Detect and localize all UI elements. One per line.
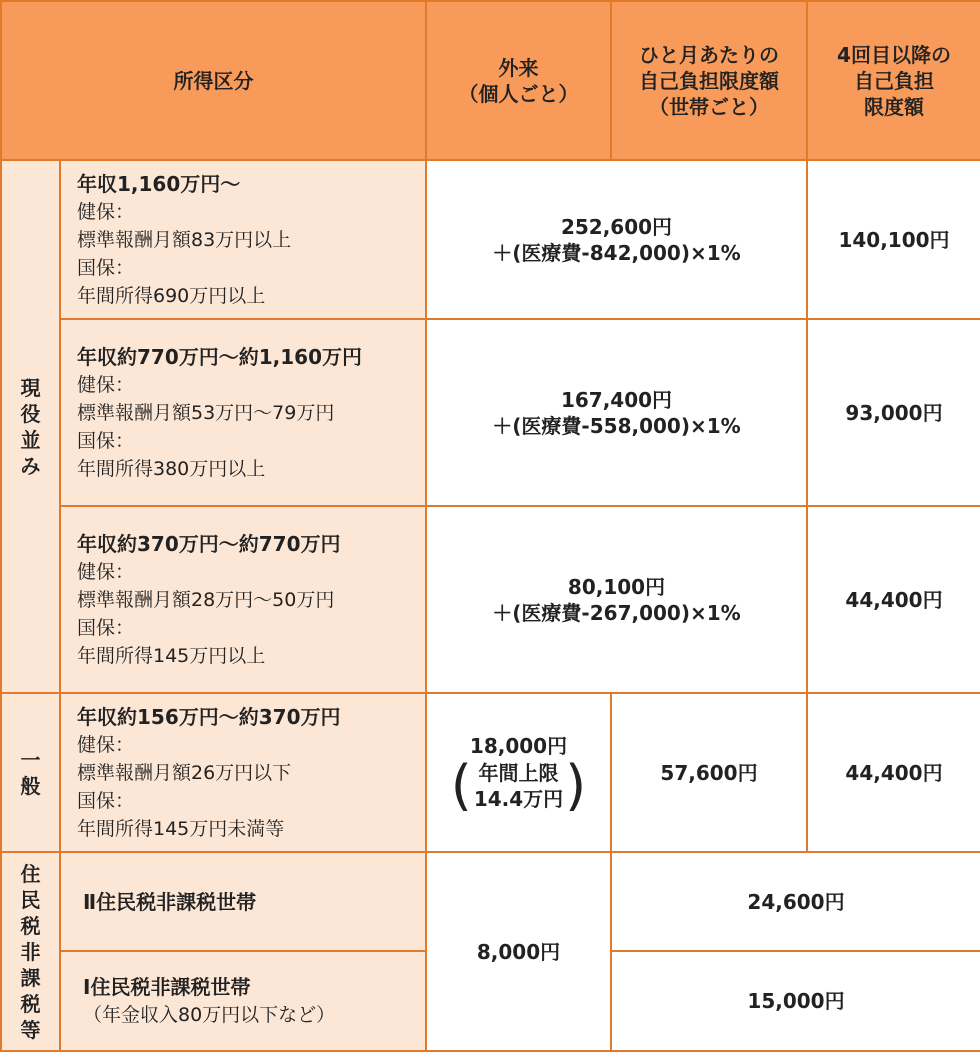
- monthly-limit-formula: 167,400円 ＋(医療費-558,000)×1%: [426, 319, 807, 506]
- header-row: [1, 1, 980, 160]
- table-row: [1, 506, 980, 693]
- header-fourth-limit: 4回目以降の 自己負担 限度額: [807, 1, 980, 160]
- monthly-limit-value: 57,600円: [611, 693, 807, 852]
- group-label-genneki: 現役並み: [1, 160, 60, 693]
- annual-cap-group: ( 年間上限 14.4万円 ): [450, 753, 587, 817]
- income-condition: 年収1,160万円～ 健保： 標準報酬月額83万円以上 国保： 年間所得690万円以上: [60, 160, 426, 319]
- income-condition: 年収約370万円～約770万円 健保： 標準報酬月額28万円～50万円 国保： 年間所得145万円以上: [60, 506, 426, 693]
- table-row: [1, 160, 980, 319]
- income-condition: Ⅱ住民税非課税世帯: [60, 852, 426, 951]
- close-paren: ): [565, 753, 587, 817]
- table-row: [1, 319, 980, 506]
- income-condition: Ⅰ住民税非課税世帯 （年金収入80万円以下など）: [60, 951, 426, 1051]
- group-label-ippan: 一般: [1, 693, 60, 852]
- table-row: [1, 852, 980, 951]
- monthly-limit-value: 24,600円: [611, 852, 980, 951]
- monthly-limit-formula: 252,600円 ＋(医療費-842,000)×1%: [426, 160, 807, 319]
- table-row: [1, 693, 980, 852]
- fourth-limit-value: 44,400円: [807, 693, 980, 852]
- monthly-limit-value: 15,000円: [611, 951, 980, 1051]
- income-condition: 年収約156万円～約370万円 健保： 標準報酬月額26万円以下 国保： 年間所得145万円未満等: [60, 693, 426, 852]
- open-paren: (: [450, 753, 472, 817]
- header-category: 所得区分: [1, 1, 426, 160]
- fourth-limit-value: 93,000円: [807, 319, 980, 506]
- fourth-limit-value: 44,400円: [807, 506, 980, 693]
- header-monthly-limit: ひと月あたりの 自己負担限度額 （世帯ごと）: [611, 1, 807, 160]
- fourth-limit-value: 140,100円: [807, 160, 980, 319]
- monthly-limit-formula: 80,100円 ＋(医療費-267,000)×1%: [426, 506, 807, 693]
- outpatient-limit: 8,000円: [426, 852, 611, 1051]
- header-outpatient: 外来 （個人ごと）: [426, 1, 611, 160]
- outpatient-limit: 18,000円 ( 年間上限 14.4万円 ): [426, 693, 611, 852]
- group-label-jumin: 住民税非課税等: [1, 852, 60, 1051]
- income-condition: 年収約770万円～約1,160万円 健保： 標準報酬月額53万円～79万円 国保： 年間所得380万円以上: [60, 319, 426, 506]
